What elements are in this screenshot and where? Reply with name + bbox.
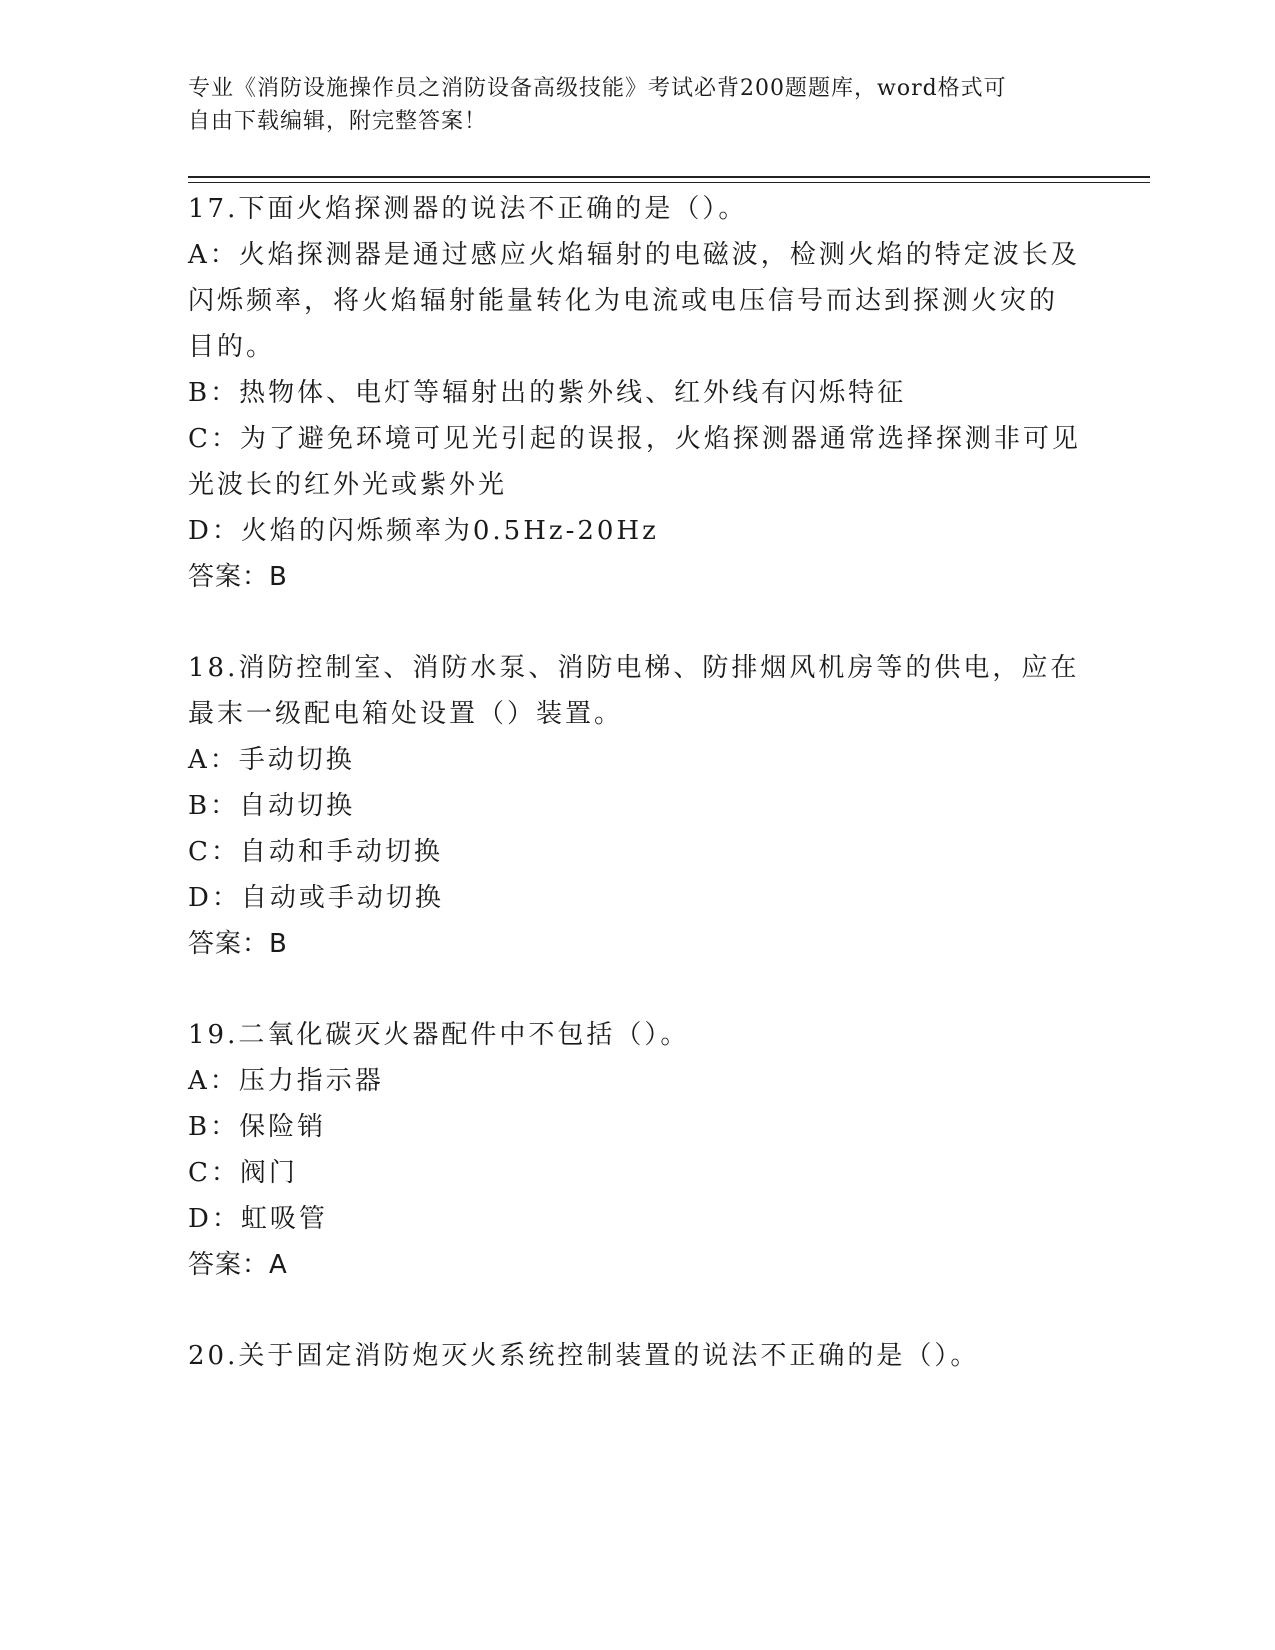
question-19-option-d: D：虹吸管: [188, 1204, 328, 1234]
option-line: 光波长的红外光或紫外光: [188, 470, 508, 500]
header-divider-thin: [188, 182, 1150, 183]
question-19-option-a: A：压力指示器: [188, 1066, 384, 1096]
question-18-option-a: A：手动切换: [188, 745, 355, 775]
question-18-option-b: B：自动切换: [188, 791, 356, 821]
question-18-stem: 18.消防控制室、消防水泵、消防电梯、防排烟风机房等的供电，应在: [188, 653, 1080, 683]
question-18-option-c: C：自动和手动切换: [188, 837, 443, 867]
question-18-answer: 答案：B: [188, 929, 288, 959]
header-line-1: 专业《消防设施操作员之消防设备高级技能》考试必背200题题库，word格式可: [188, 76, 1007, 101]
question-17-stem: 17.下面火焰探测器的说法不正确的是（）。: [188, 194, 748, 224]
question-18-option-d: D：自动或手动切换: [188, 883, 444, 913]
question-17-option-c: [188, 416, 1081, 508]
option-line: C：为了避免环境可见光引起的误报，火焰探测器通常选择探测非可见: [188, 424, 1081, 454]
question-18-stem-cont: 最末一级配电箱处设置（）装置。: [188, 699, 624, 729]
question-17-answer: 答案：B: [188, 562, 288, 592]
question-20-stem: 20.关于固定消防炮灭火系统控制装置的说法不正确的是（）。: [188, 1341, 980, 1371]
question-17-option-b: B：热物体、电灯等辐射出的紫外线、红外线有闪烁特征: [188, 378, 907, 408]
option-line: 目的。: [188, 332, 276, 362]
question-19-option-b: B：保险销: [188, 1112, 327, 1142]
question-spacer: [188, 967, 1068, 1012]
question-spacer: [188, 600, 1068, 645]
question-list: [188, 186, 1081, 1379]
question-17: [188, 186, 1081, 600]
question-17-option-d: D：火焰的闪烁频率为0.5Hz-20Hz: [188, 516, 659, 546]
option-line: 闪烁频率，将火焰辐射能量转化为电流或电压信号而达到探测火灾的: [188, 286, 1059, 316]
question-18: [188, 645, 1080, 967]
option-line: A：火焰探测器是通过感应火焰辐射的电磁波，检测火焰的特定波长及: [188, 240, 1080, 270]
question-19: [188, 1012, 1068, 1288]
header-divider-thick: [188, 176, 1150, 178]
question-17-option-a: [188, 232, 1080, 370]
question-19-stem: 19.二氧化碳灭火器配件中不包括（）。: [188, 1020, 690, 1050]
document-header: [188, 72, 1068, 138]
question-19-option-c: C：阀门: [188, 1158, 298, 1188]
question-spacer: [188, 1288, 1068, 1333]
question-20: [188, 1333, 1068, 1379]
question-19-answer: 答案：A: [188, 1250, 288, 1280]
header-line-2: 自由下载编辑，附完整答案！: [188, 109, 488, 134]
